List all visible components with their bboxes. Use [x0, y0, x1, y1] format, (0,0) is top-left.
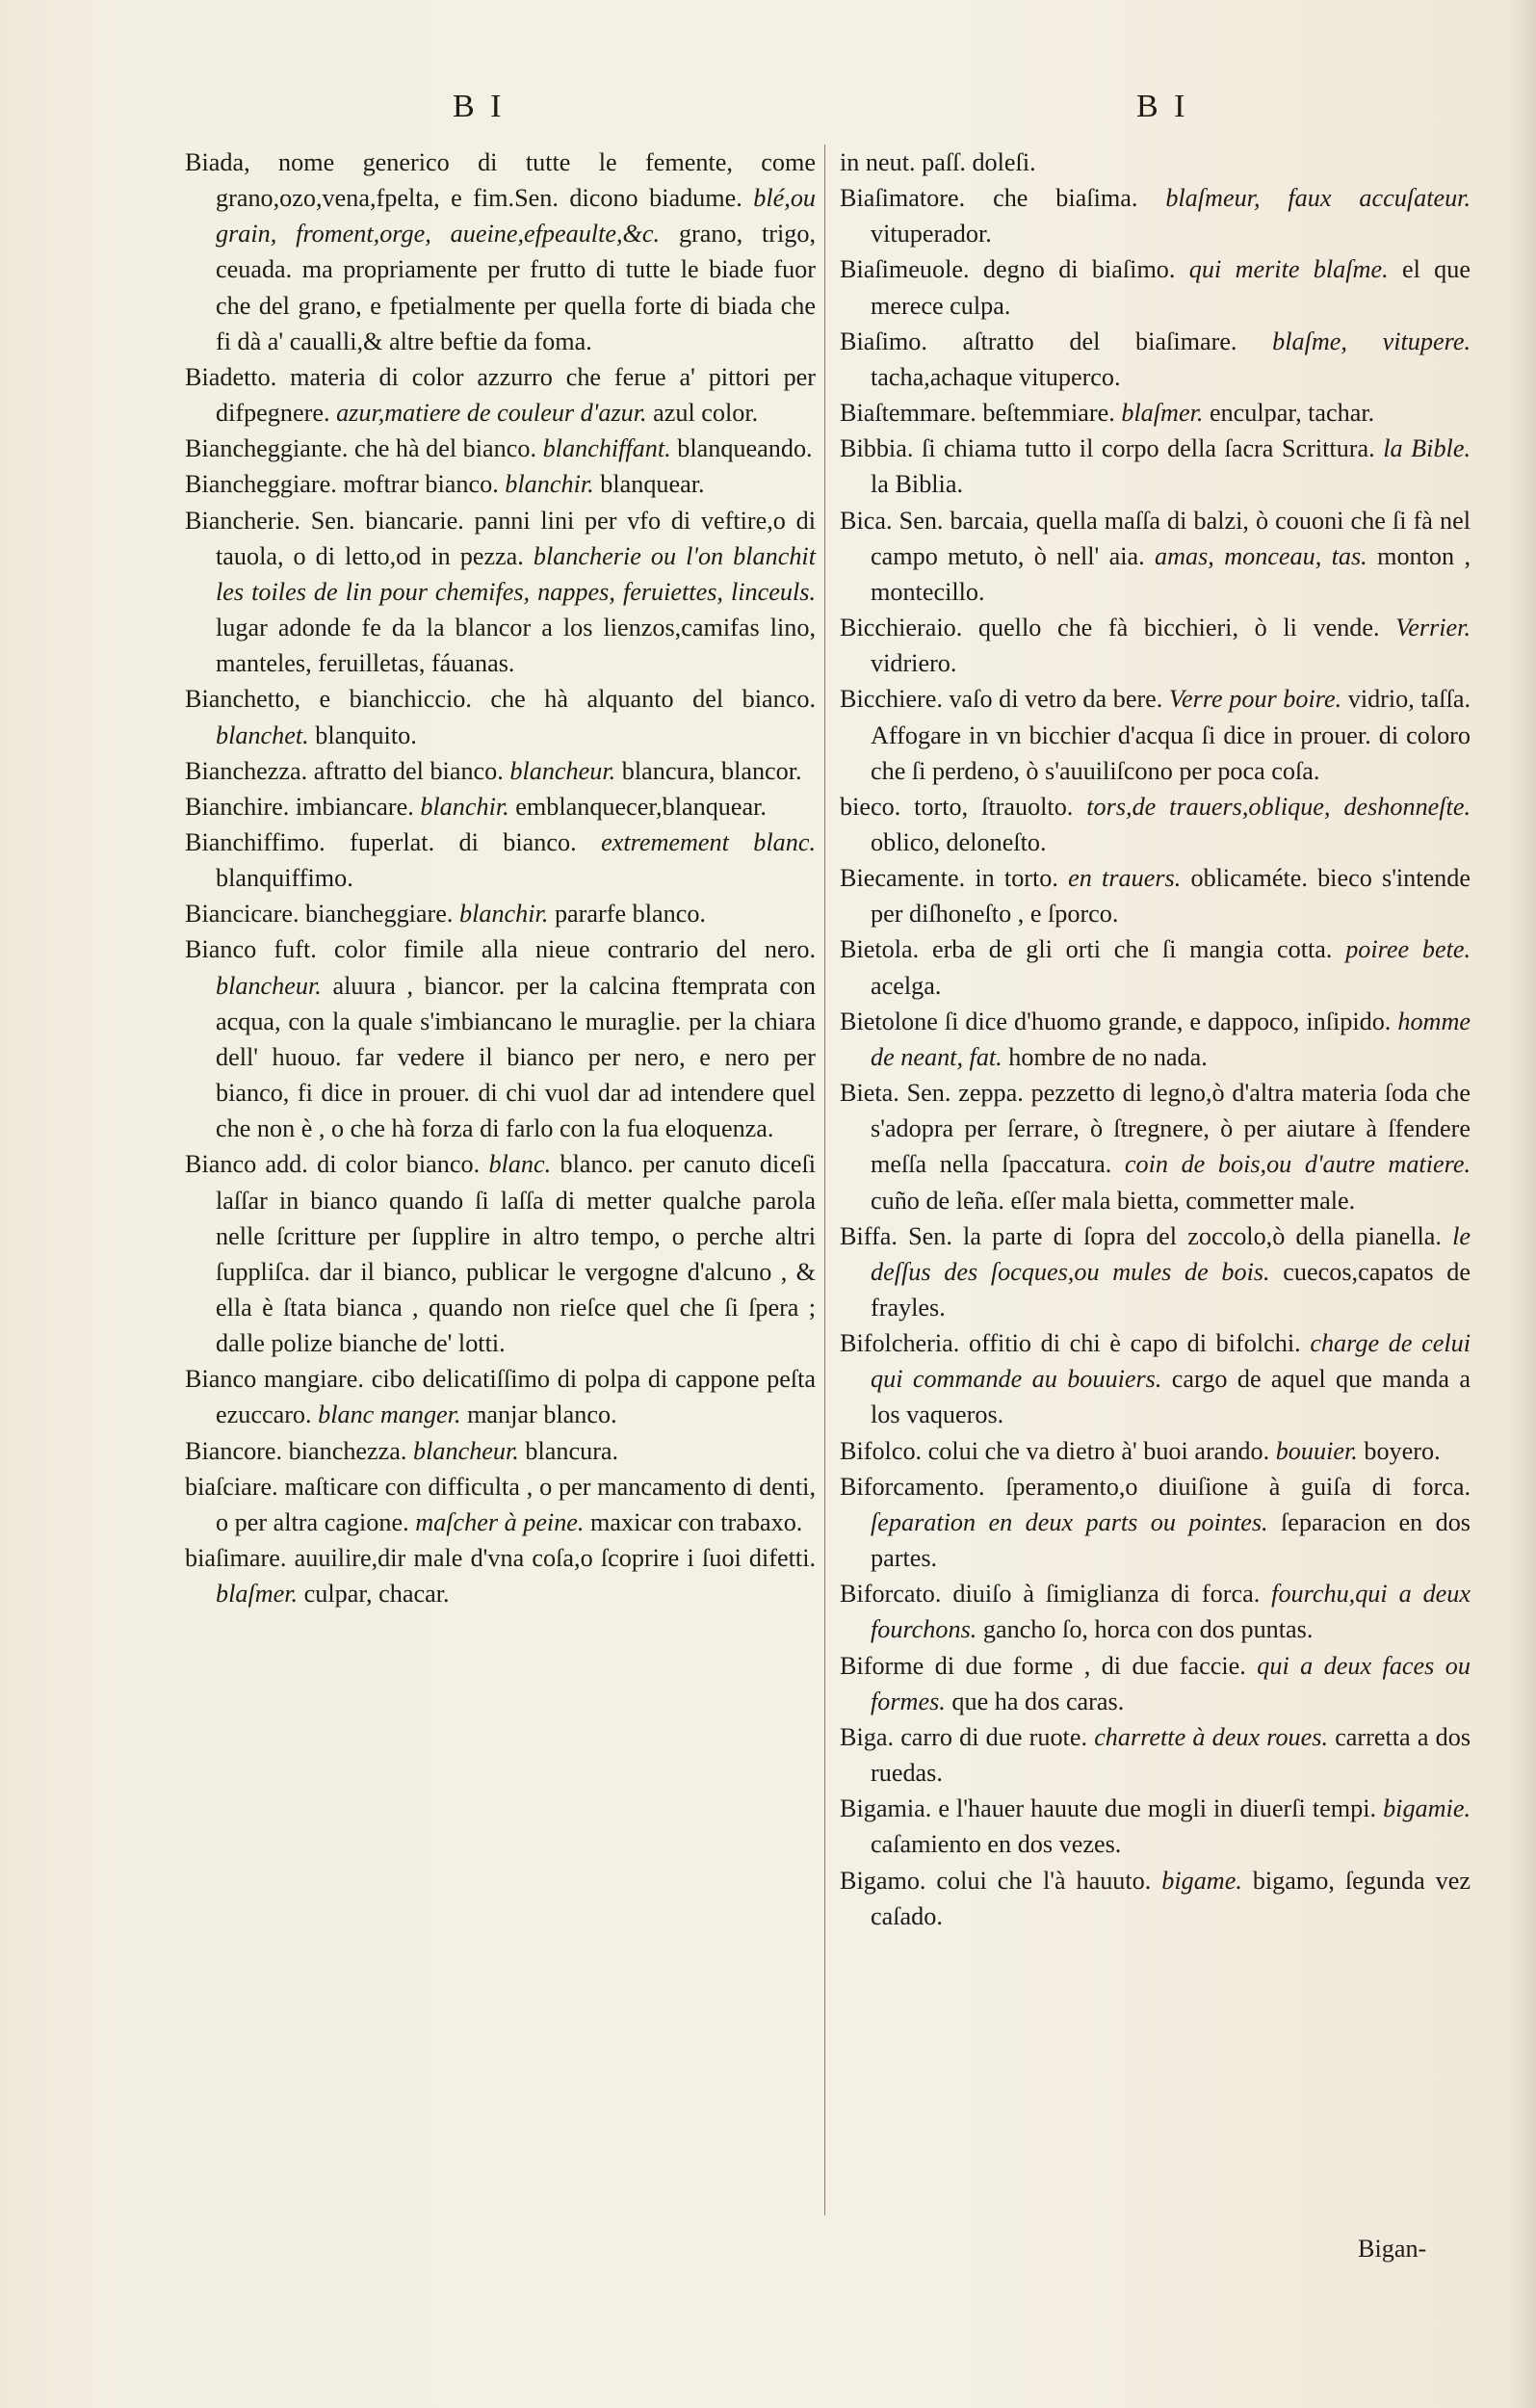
dictionary-entry — [840, 681, 1471, 788]
entry-headword: biaſimare. — [185, 1544, 287, 1573]
dictionary-entry — [840, 1791, 1471, 1862]
dictionary-entry — [840, 1075, 1471, 1218]
entry-french: blanchir. — [459, 900, 549, 929]
dictionary-entry — [185, 466, 816, 502]
entry-definition: nome generico di tutte le femente, come grano,ozo,vena,fpelta, e fim.Sen. dicono biadume. — [216, 148, 816, 213]
entry-headword: Bigamo. — [840, 1866, 926, 1895]
entry-headword: Bianchetto, — [185, 685, 300, 714]
entry-definition: in torto. — [975, 864, 1058, 893]
dictionary-entry — [840, 1433, 1471, 1469]
entry-spanish: lugar adonde fe da la blancor a los lienzos,camifas lino, manteles, feruilletas, fáuanas. — [216, 614, 816, 678]
entry-spanish: vidrio, taſſa. Affogare in vn bicchier d'acqua ſi dice in prouer. di coloro che ſi perdeno, ò s'auuiliſcono per poca coſa. — [871, 685, 1471, 785]
dictionary-entry — [185, 1361, 816, 1432]
entry-spanish: maxicar con trabaxo. — [590, 1507, 803, 1536]
entry-spanish: blanquiffimo. — [216, 864, 353, 893]
entry-definition: materia di color azzurro che ferue a' pittori per difpegnere. — [216, 362, 817, 428]
entry-definition: Sen. barcaia, quella maſſa di balzi, ò couoni che ſi fà nel campo metuto, ò nell' aia. — [871, 506, 1471, 570]
entry-headword: Bietola. — [840, 935, 920, 964]
dictionary-entry — [840, 1648, 1471, 1719]
entry-spanish: oblico, deloneſto. — [871, 827, 1047, 856]
entry-french: blaſmeur, faux accuſateur. — [1165, 184, 1471, 213]
dictionary-entry — [840, 1576, 1471, 1647]
entry-definition: moftrar bianco. — [343, 470, 499, 499]
entry-headword: Biancherie. — [185, 506, 300, 535]
entry-french: coin de bois,ou d'autre matiere. — [1124, 1150, 1471, 1179]
entry-spanish: culpar, chacar. — [303, 1580, 450, 1609]
entry-definition: e bianchiccio. che hà alquanto del bianco. — [319, 685, 816, 714]
entry-french: blanchet. — [216, 720, 309, 749]
entry-french: charge de celui qui commande au bouuiers. — [871, 1329, 1471, 1394]
entry-spanish: caſamiento en dos vezes. — [871, 1830, 1122, 1859]
entry-headword: Biaſtemmare. — [840, 399, 976, 428]
entry-french: blé,ou grain, froment,orge, aueine,efpeaulte,&c. — [216, 184, 817, 249]
dictionary-entry — [840, 1719, 1471, 1791]
entry-definition: cibo delicatiſſimo di polpa di cappone peſta ezuccaro. — [216, 1365, 817, 1429]
entry-french: blaſme, vitupere. — [1272, 327, 1471, 355]
entry-headword: Bicchiere. — [840, 685, 943, 714]
dictionary-entry — [840, 610, 1471, 681]
entry-french: bigamie. — [1383, 1794, 1471, 1823]
entry-spanish: bigamo, ſegunda vez caſado. — [871, 1866, 1471, 1930]
entry-headword: Biffa. — [840, 1221, 898, 1250]
entry-french: blanc. — [488, 1150, 552, 1179]
entry-headword: Biancheggiante. — [185, 434, 349, 463]
entry-definition: quello che fà bicchieri, ò li vende. — [977, 614, 1380, 642]
dictionary-entry — [185, 824, 816, 896]
entry-headword: Biforcato. — [840, 1580, 942, 1609]
entry-french: charrette à deux roues. — [1094, 1722, 1329, 1751]
dictionary-entry — [840, 860, 1471, 931]
entry-spanish: cargo de aquel que manda a los vaqueros. — [871, 1365, 1471, 1429]
entry-spanish: emblanquecer,blanquear. — [515, 792, 767, 821]
entry-spanish: manjar blanco. — [467, 1400, 617, 1429]
entry-headword: Biaſimatore. — [840, 184, 966, 213]
entry-definition: diuiſo à ſimiglianza di forca. — [952, 1580, 1261, 1609]
entry-spanish: acelga. — [871, 971, 942, 1000]
entry-headword: biaſciare. — [185, 1472, 278, 1501]
entry-spanish: que ha dos caras. — [951, 1687, 1125, 1715]
entry-headword: Biga. — [840, 1722, 895, 1751]
entry-spanish: boyero. — [1364, 1436, 1441, 1465]
entry-french: blaſmer. — [1121, 399, 1204, 428]
entry-headword: Biecamente. — [840, 864, 966, 893]
entry-french: bigame. — [1161, 1866, 1242, 1895]
entry-french: Verrier. — [1395, 614, 1471, 642]
entry-spanish: oblicaméte. bieco s'intende per diſhoneſto , e ſporco. — [871, 864, 1471, 929]
dictionary-entry — [185, 896, 816, 931]
entry-spanish: monton , montecillo. — [871, 541, 1471, 606]
entry-spanish: tacha,achaque vituperco. — [871, 362, 1121, 391]
entry-definition: aftratto del bianco. — [313, 756, 504, 785]
entry-headword: bieco. — [840, 792, 901, 821]
entry-french: poiree bete. — [1345, 935, 1471, 964]
entry-headword: Bianchiffimo. — [185, 827, 325, 856]
dictionary-entry — [840, 503, 1471, 610]
running-header-right: B I — [1136, 89, 1189, 124]
entry-definition: Sen. zeppa. pezzetto di legno,ò d'altra materia ſoda che s'adopra per ſerrare, ò ſtregnere, ò per aiutare à ſfendere meſſa nella ſpaccatura. — [871, 1079, 1471, 1179]
entry-headword: Biaſimo. — [840, 327, 927, 355]
entry-french: Verre pour boire. — [1168, 685, 1342, 714]
entry-spanish: carretta a dos ruedas. — [871, 1722, 1471, 1788]
entry-spanish: blanquito. — [315, 720, 417, 749]
dictionary-entry — [840, 1863, 1471, 1934]
entry-spanish: blancura. — [525, 1436, 619, 1465]
dictionary-entry — [840, 324, 1471, 395]
entry-headword: Biancicare. — [185, 900, 299, 929]
running-header-left: B I — [453, 89, 506, 124]
entry-french: azur,matiere de couleur d'azur. — [336, 399, 647, 428]
entry-headword: Biadetto. — [185, 362, 277, 391]
entry-definition: Sen. la parte di ſopra del zoccolo,ò della pianella. — [908, 1221, 1442, 1250]
entry-spanish: blanquear. — [600, 470, 705, 499]
entry-definition: add. di color bianco. — [265, 1150, 481, 1179]
entry-spanish: el que merece culpa. — [871, 255, 1471, 320]
entry-headword: Biforme — [840, 1651, 924, 1680]
dictionary-entry — [185, 431, 816, 466]
entry-definition: Sen. biancarie. panni lini per vfo di veftire,o di tauola, o di letto,od in pezza. — [216, 506, 816, 570]
entry-definition: colui che va dietro à' buoi arando. — [927, 1436, 1270, 1465]
entry-headword: Bifolcheria. — [840, 1329, 960, 1358]
entry-definition: carro di due ruote. — [900, 1722, 1088, 1751]
entry-definition: biancheggiare. — [305, 900, 454, 929]
dictionary-entry — [840, 931, 1471, 1003]
dictionary-entry — [185, 144, 816, 359]
entry-french: bouuier. — [1275, 1436, 1358, 1465]
dictionary-entry — [840, 395, 1471, 431]
entry-spanish: enculpar, tachar. — [1209, 399, 1375, 428]
entry-french: extremement blanc. — [601, 827, 817, 856]
left-column — [185, 144, 816, 1611]
dictionary-entry — [185, 789, 816, 824]
entry-definition: imbiancare. — [295, 792, 414, 821]
entry-french: maſcher à peine. — [415, 1507, 585, 1536]
dictionary-entry — [840, 789, 1471, 860]
dictionary-entry — [185, 359, 816, 431]
entry-french: blaſmer. — [216, 1580, 299, 1609]
entry-definition: offitio di chi è capo di bifolchi. — [969, 1329, 1301, 1358]
entry-french: blanchir. — [420, 792, 509, 821]
entry-french: blanchir. — [505, 470, 594, 499]
entry-headword: Bifolco. — [840, 1436, 923, 1465]
entry-french: homme de neant, fat. — [871, 1007, 1471, 1071]
right-column — [840, 144, 1471, 1934]
entry-spanish: vituperador. — [871, 220, 992, 249]
entry-spanish: blanqueando. — [677, 434, 813, 463]
dictionary-entry — [840, 180, 1471, 251]
entry-spanish: cuecos,capatos de frayles. — [871, 1257, 1471, 1322]
entry-headword: Bibbia. — [840, 434, 914, 463]
dictionary-entry — [840, 1325, 1471, 1432]
entry-french: blanc manger. — [318, 1400, 461, 1429]
entry-headword: Bieta. — [840, 1079, 899, 1108]
entry-headword: Bietolone — [840, 1007, 938, 1035]
entry-spanish: vidriero. — [871, 649, 957, 678]
entry-definition: aſtratto del biaſimare. — [962, 327, 1237, 355]
entry-headword: Biada, — [185, 148, 250, 176]
entry-french: blancheur. — [509, 756, 616, 785]
entry-spanish: ſeparacion en dos partes. — [871, 1507, 1471, 1573]
entry-headword: Bica. — [840, 506, 893, 535]
dictionary-entry — [840, 1469, 1471, 1576]
entry-french: blanchiffant. — [542, 434, 671, 463]
entry-definition: di due forme , di due faccie. — [934, 1651, 1246, 1680]
entry-spanish: blancura, blancor. — [621, 756, 802, 785]
entry-definition: ſperamento,o diuiſione à guiſa di forca. — [1005, 1472, 1471, 1501]
entry-spanish: cuño de leña. eſſer mala bietta, commetter male. — [871, 1186, 1356, 1215]
dictionary-entry — [840, 1004, 1471, 1075]
entry-headword: Biforcamento. — [840, 1472, 985, 1501]
entry-definition: che hà del bianco. — [353, 434, 537, 463]
entry-french: qui a deux faces ou formes. — [871, 1651, 1471, 1715]
dictionary-entry — [185, 931, 816, 1146]
entry-definition: fuft. color fimile alla nieue contrario del nero. — [273, 935, 816, 964]
entry-spanish: azul color. — [653, 399, 759, 428]
entry-definition: ſi dice d'huomo grande, e dappoco, inſipido. — [944, 1007, 1392, 1035]
entry-headword: Bianchezza. — [185, 756, 308, 785]
entry-definition: che biaſima. — [993, 184, 1138, 213]
entry-headword: Bianco mangiare. — [185, 1365, 364, 1394]
entry-spanish: grano, trigo, ceuada. ma propriamente per frutto di tutte le biade fuor che del grano, e fpetialmente per quella forte di biada che fi dà a' caualli,& altre beftie da foma. — [216, 220, 817, 355]
entry-french: tors,de trauers,oblique, deshonneſte. — [1086, 792, 1471, 821]
entry-definition: ſi chiama tutto il corpo della ſacra Scrittura. — [921, 434, 1375, 463]
entry-spanish: gancho ſo, horca con dos puntas. — [982, 1615, 1314, 1644]
dictionary-entry — [840, 431, 1471, 502]
dictionary-entry — [185, 1146, 816, 1361]
entry-french: fourchu,qui a deux fourchons. — [871, 1580, 1471, 1644]
entry-headword: Biancore. — [185, 1436, 283, 1465]
entry-definition: bianchezza. — [288, 1436, 407, 1465]
entry-definition: degno di biaſimo. — [982, 255, 1176, 284]
entry-definition: erba de gli orti che ſi mangia cotta. — [931, 935, 1333, 964]
dictionary-entry — [185, 753, 816, 789]
dictionary-entry — [840, 1218, 1471, 1325]
entry-definition: torto, ſtrauolto. — [914, 792, 1074, 821]
entry-french: qui merite blaſme. — [1188, 255, 1389, 284]
dictionary-entry — [840, 144, 1471, 180]
entry-definition: auuilire,dir male d'vna coſa,o ſcoprire i ſuoi difetti. — [294, 1544, 817, 1573]
dictionary-entry — [840, 251, 1471, 323]
entry-headword: Bianchire. — [185, 792, 290, 821]
entry-french: ſeparation en deux parts ou pointes. — [871, 1507, 1268, 1536]
dictionary-entry — [185, 1469, 816, 1540]
dictionary-entry — [185, 1433, 816, 1469]
entry-french: le deſſus des ſocques,ou mules de bois. — [871, 1221, 1471, 1286]
entry-spanish: hombre de no nada. — [1008, 1042, 1208, 1071]
entry-definition: vaſo di vetro da bere. — [949, 685, 1163, 714]
entry-headword: Bianco — [185, 935, 257, 964]
entry-headword: Bicchieraio. — [840, 614, 963, 642]
entry-french: blancheur. — [413, 1436, 519, 1465]
entry-definition: beſtemmiare. — [982, 399, 1115, 428]
column-divider — [824, 144, 825, 2215]
entry-headword: Biancheggiare. — [185, 470, 337, 499]
entry-headword: Bigamia. — [840, 1794, 932, 1823]
entry-definition: maſticare con difficulta , o per mancamento di denti, o per altra cagione. — [216, 1472, 816, 1536]
dictionary-entry — [185, 1540, 816, 1611]
entry-french: en trauers. — [1068, 864, 1182, 893]
entry-spanish: aluura , biancor. per la calcina ftemprata con acqua, con la quale s'imbiancano le muraglie. per la chiara dell' huouo. far vedere il bianco per nero, e nero per bianco, fi dice in prouer. di chi vuol dar ad intendere quel che non è , o che hà forza di farlo con la fua eloquenza. — [216, 971, 817, 1143]
entry-french: blancherie ou l'on blanchit les toiles de lin pour chemifes, nappes, feruiettes, linceuls. — [216, 541, 816, 606]
entry-definition: e l'hauer hauute due mogli in diuerſi tempi. — [938, 1794, 1377, 1823]
entry-definition: in neut. paſſ. doleſi. — [840, 148, 1036, 176]
dictionary-entry — [185, 503, 816, 682]
entry-french: amas, monceau, tas. — [1155, 541, 1367, 570]
dictionary-entry — [185, 681, 816, 752]
entry-definition: fuperlat. di bianco. — [350, 827, 577, 856]
catchword: Bigan- — [1358, 2235, 1427, 2263]
entry-definition: colui che l'à hauuto. — [936, 1866, 1152, 1895]
entry-spanish: pararfe blanco. — [554, 900, 706, 929]
entry-spanish: blanco. per canuto diceſi laſſar in bianco quando ſi laſſa di metter qualche parola nelle ſcritture per ſupplire in altro tempo, o perche altri ſuppliſca. dar il bianco, publicar le vergogne d'alcuno , & ella è ſtata bianca , quando non rieſce quel che ſi ſpera ; dalle polize bianche de' lotti. — [216, 1150, 817, 1358]
entry-french: blancheur. — [216, 971, 322, 1000]
entry-headword: Biaſimeuole. — [840, 255, 970, 284]
entry-french: la Bible. — [1383, 434, 1471, 463]
entry-spanish: la Biblia. — [871, 470, 964, 499]
entry-headword: Bianco — [185, 1150, 257, 1179]
